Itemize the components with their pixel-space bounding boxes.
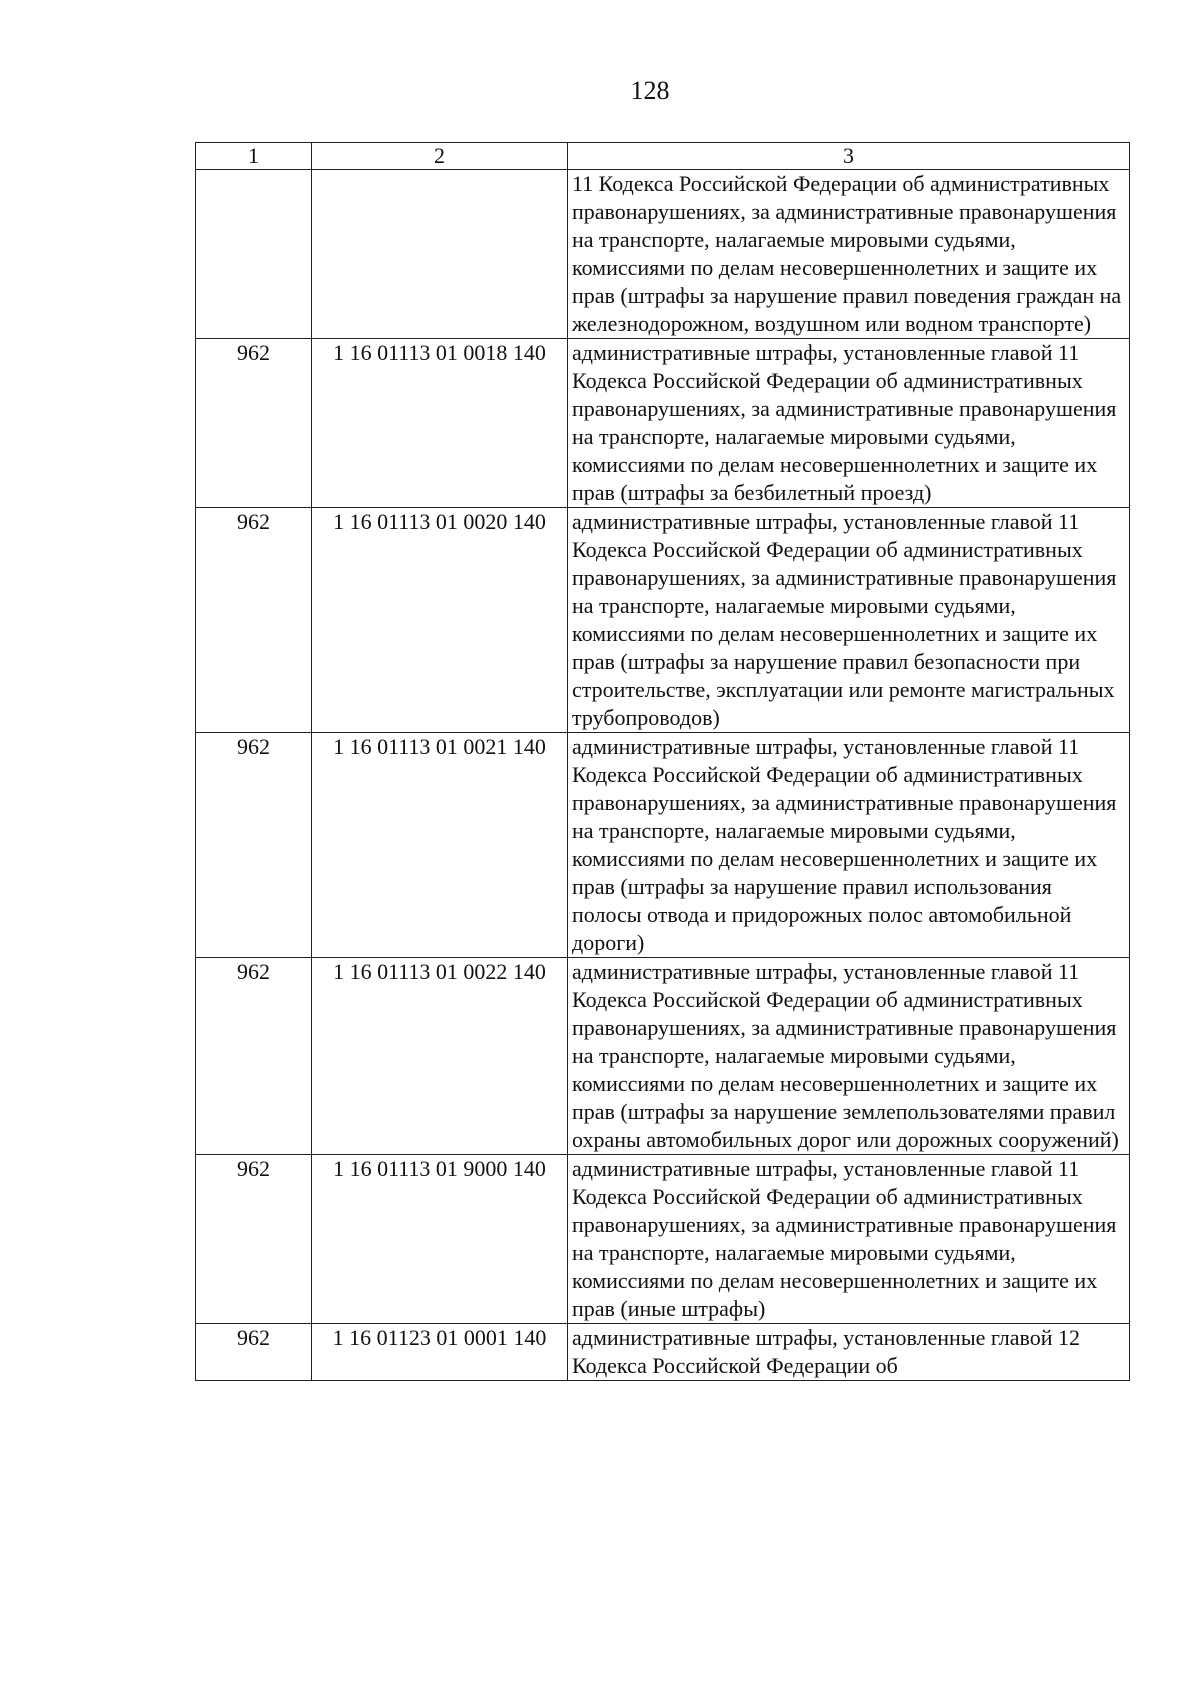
budget-code-cell: 1 16 01113 01 0020 140 bbox=[312, 508, 568, 733]
admin-code-cell bbox=[196, 170, 312, 339]
description-cell: административные штрафы, установленные главой 11 Кодекса Российской Федерации об административных правонарушениях, за административные правонарушения на транспорте, налагаемые мировыми судьями, комиссиями по делам несовершеннолетних и защите их прав (иные штрафы) bbox=[568, 1155, 1130, 1324]
description-cell: административные штрафы, установленные главой 11 Кодекса Российской Федерации об административных правонарушениях, за административные правонарушения на транспорте, налагаемые мировыми судьями, комиссиями по делам несовершеннолетних и защите их прав (штрафы за нарушение правил безопасности при строительстве, эксплуатации или ремонте магистральных трубопроводов) bbox=[568, 508, 1130, 733]
description-cell: административные штрафы, установленные главой 11 Кодекса Российской Федерации об административных правонарушениях, за административные правонарушения на транспорте, налагаемые мировыми судьями, комиссиями по делам несовершеннолетних и защите их прав (штрафы за безбилетный проезд) bbox=[568, 339, 1130, 508]
budget-code-cell: 1 16 01113 01 0022 140 bbox=[312, 958, 568, 1155]
admin-code-cell: 962 bbox=[196, 339, 312, 508]
table-row bbox=[196, 1324, 1130, 1381]
description-cell: административные штрафы, установленные главой 11 Кодекса Российской Федерации об административных правонарушениях, за административные правонарушения на транспорте, налагаемые мировыми судьями, комиссиями по делам несовершеннолетних и защите их прав (штрафы за нарушение правил использования полосы отвода и придорожных полос автомобильной дороги) bbox=[568, 733, 1130, 958]
description-cell: административные штрафы, установленные главой 11 Кодекса Российской Федерации об административных правонарушениях, за административные правонарушения на транспорте, налагаемые мировыми судьями, комиссиями по делам несовершеннолетних и защите их прав (штрафы за нарушение землепользователями правил охраны автомобильных дорог или дорожных сооружений) bbox=[568, 958, 1130, 1155]
table-row bbox=[196, 1155, 1130, 1324]
admin-code-cell: 962 bbox=[196, 1155, 312, 1324]
page-number: 128 bbox=[630, 76, 670, 105]
admin-code-cell: 962 bbox=[196, 733, 312, 958]
table-row bbox=[196, 508, 1130, 733]
description-cell: административные штрафы, установленные главой 12 Кодекса Российской Федерации об bbox=[568, 1324, 1130, 1381]
header-col-1: 1 bbox=[196, 143, 312, 170]
table-row bbox=[196, 733, 1130, 958]
header-row bbox=[196, 143, 1130, 170]
table-row bbox=[196, 170, 1130, 339]
table-row bbox=[196, 958, 1130, 1155]
budget-code-cell: 1 16 01113 01 0018 140 bbox=[312, 339, 568, 508]
header-col-3: 3 bbox=[568, 143, 1130, 170]
table-row bbox=[196, 339, 1130, 508]
admin-code-cell: 962 bbox=[196, 508, 312, 733]
table-body bbox=[196, 170, 1130, 1381]
budget-code-cell: 1 16 01123 01 0001 140 bbox=[312, 1324, 568, 1381]
header-col-2: 2 bbox=[312, 143, 568, 170]
budget-codes-table bbox=[195, 142, 1130, 1381]
admin-code-cell: 962 bbox=[196, 958, 312, 1155]
table-header bbox=[196, 143, 1130, 170]
budget-code-cell: 1 16 01113 01 9000 140 bbox=[312, 1155, 568, 1324]
admin-code-cell: 962 bbox=[196, 1324, 312, 1381]
budget-code-cell bbox=[312, 170, 568, 339]
budget-code-cell: 1 16 01113 01 0021 140 bbox=[312, 733, 568, 958]
description-cell: 11 Кодекса Российской Федерации об административных правонарушениях, за административные правонарушения на транспорте, налагаемые мировыми судьями, комиссиями по делам несовершеннолетних и защите их прав (штрафы за нарушение правил поведения граждан на железнодорожном, воздушном или водном транспорте) bbox=[568, 170, 1130, 339]
